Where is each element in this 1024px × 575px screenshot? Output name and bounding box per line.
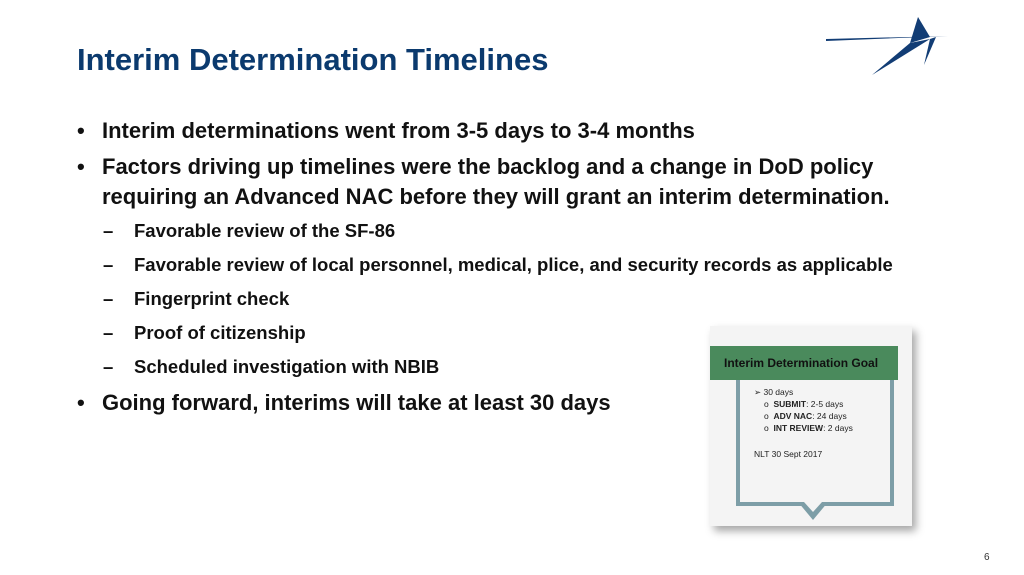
bullet-text: Going forward, interims will take at least 30 days bbox=[102, 390, 611, 415]
sub-bullet-item bbox=[77, 252, 934, 278]
dash-marker: – bbox=[103, 288, 114, 309]
speech-pointer-icon bbox=[798, 502, 828, 522]
goal-sub-item bbox=[754, 422, 853, 434]
goal-sub-label: ADV NAC bbox=[773, 411, 813, 421]
star-logo-icon bbox=[826, 17, 948, 77]
goal-sub-value: : 24 days bbox=[812, 411, 847, 421]
bullet-marker: • bbox=[77, 390, 85, 415]
sub-marker: o bbox=[764, 423, 769, 433]
slide-title: Interim Determination Timelines bbox=[77, 42, 549, 77]
goal-sub-label: INT REVIEW bbox=[773, 423, 824, 433]
dash-marker: – bbox=[103, 322, 114, 343]
goal-sub-item bbox=[754, 398, 853, 410]
sub-bullet-text: Fingerprint check bbox=[134, 288, 290, 309]
sub-marker: o bbox=[764, 411, 769, 421]
sub-bullet-text: Favorable review of the SF-86 bbox=[134, 220, 396, 241]
sub-bullet-text: Proof of citizenship bbox=[134, 322, 306, 343]
goal-main-item: ➢ 30 days bbox=[754, 387, 794, 397]
bullet-item bbox=[77, 152, 937, 212]
bullet-item bbox=[77, 116, 937, 146]
dash-marker: – bbox=[103, 356, 114, 377]
dash-marker: – bbox=[103, 220, 114, 241]
goal-header: Interim Determination Goal bbox=[710, 346, 898, 380]
page-number: 6 bbox=[984, 552, 990, 563]
bullet-marker: • bbox=[77, 154, 85, 179]
sub-bullet-item bbox=[77, 286, 934, 312]
goal-body bbox=[754, 386, 853, 434]
sub-bullet-text: Scheduled investigation with NBIB bbox=[134, 356, 440, 377]
goal-sub-value: : 2 days bbox=[823, 423, 853, 433]
bullet-text: Interim determinations went from 3-5 days to 3-4 months bbox=[102, 118, 695, 143]
sub-bullet-item bbox=[77, 218, 934, 244]
bullet-marker: • bbox=[77, 118, 85, 143]
sub-bullet-text: Favorable review of local personnel, medical, plice, and security records as applicable bbox=[134, 254, 893, 275]
goal-sub-label: SUBMIT bbox=[773, 399, 807, 409]
goal-sub-value: : 2-5 days bbox=[806, 399, 844, 409]
goal-deadline: NLT 30 Sept 2017 bbox=[754, 449, 823, 459]
dash-marker: – bbox=[103, 254, 114, 275]
sub-marker: o bbox=[764, 399, 769, 409]
goal-sub-item bbox=[754, 410, 853, 422]
bullet-text: Factors driving up timelines were the backlog and a change in DoD policy requiring an Advanced NAC before they will grant an interim determination. bbox=[102, 154, 890, 209]
goal-card bbox=[710, 326, 912, 526]
